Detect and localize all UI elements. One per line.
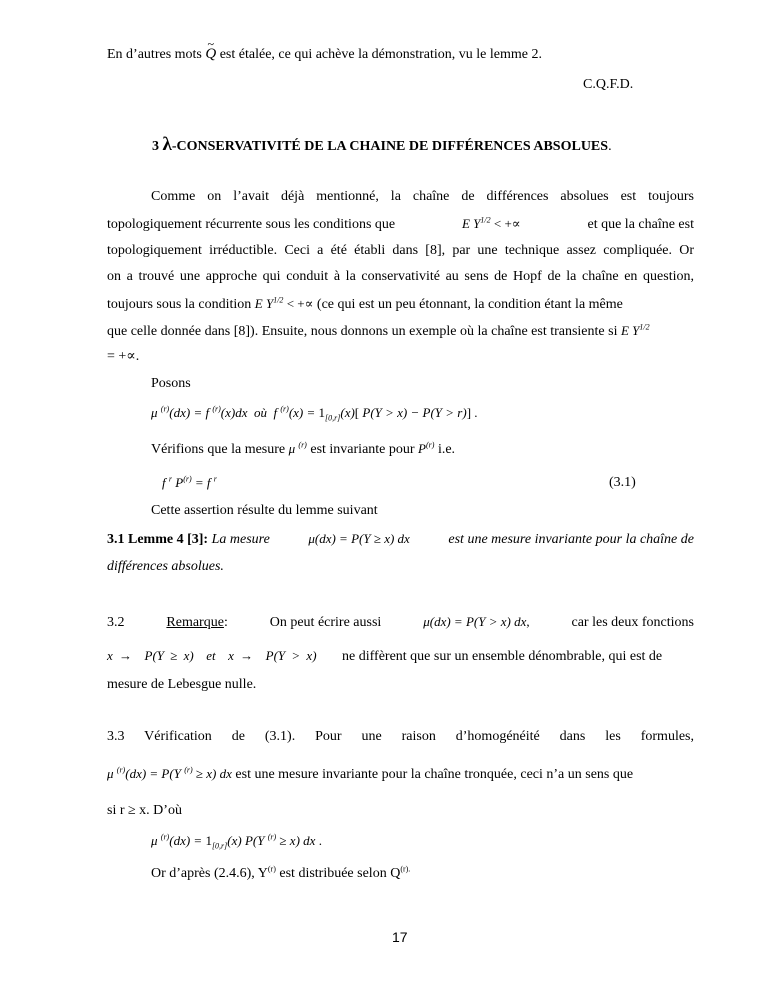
text: que celle donnée dans [8]). Ensuite, nous donnons un exemple où la chaîne est transiente si (107, 324, 621, 339)
mu-r-symbol: μ $^{(r)}$ (288, 440, 307, 456)
text: est une mesure invariante pour la chaîne tronquée, ceci n’a un sens que (231, 767, 634, 782)
paragraph-line (107, 322, 650, 341)
lemma-statement (107, 530, 694, 549)
text: toujours sous la condition (107, 297, 255, 312)
remark-label: Remarque (166, 615, 224, 630)
verification-line (107, 765, 633, 784)
text: et que la chaîne est (587, 217, 694, 232)
functions-formula: x → P(Y ≥ x) et x → P(Y > x) (107, 648, 317, 663)
text: topologiquement récurrente sous les conditions que (107, 217, 396, 232)
text: On peut écrire aussi (269, 615, 382, 630)
condition-formula: E $Y^{1/2}$ (620, 322, 650, 338)
remark-formula: μ(dx) = P(Y > x) dx, (423, 614, 530, 629)
paragraph-line: = +∝. (107, 349, 140, 364)
assertion-text: Cette assertion résulte du lemme suivant (151, 503, 378, 518)
p-r-symbol: $P^{(r)}$ (418, 440, 435, 456)
text: est étalée, ce qui achève la démonstration, vu le lemme 2. (216, 47, 542, 62)
text-line (107, 45, 542, 64)
text: car les deux fonctions (571, 615, 694, 630)
remark-line (107, 647, 662, 666)
truncated-measure-formula: μ $^{(r)}$(dx) = P(Y $^{(r)}$ ≥ x) dx (107, 765, 232, 781)
section-heading (152, 136, 612, 156)
text: Or d’après (2.4.6), Y (151, 866, 268, 881)
page-number: 17 (392, 929, 408, 945)
condition-formula: E $Y^{1/2}$ < +∝ (254, 295, 314, 311)
distribution-line (151, 865, 410, 883)
text: est une mesure invariante pour la chaîne de (448, 532, 694, 547)
equation-number: (3.1) (609, 475, 636, 490)
superscript: (r) (267, 864, 276, 874)
lemma-formula: μ(dx) = P(Y ≥ x) dx (308, 531, 410, 546)
text: Vérifions que la mesure (151, 442, 289, 457)
text: En d’autres mots (107, 47, 206, 62)
text: i.e. (434, 442, 456, 457)
remark-line: 3.2 Remarque: On peut écrire aussi μ(dx) = P(Y > x) dx, car les deux fonctions (107, 614, 694, 630)
paragraph-line (107, 295, 623, 314)
q-tilde-symbol: ~ Q (205, 46, 216, 62)
section-number: 3 (152, 139, 163, 154)
remark-line: mesure de Lebesgue nulle. (107, 677, 257, 692)
paragraph-line (107, 215, 694, 234)
paragraph-line: topologiquement irréductible. Ceci a été établi dans [8], par une technique assez compliquée. Or (107, 243, 694, 258)
lemma-continuation: différences absolues. (107, 559, 224, 574)
equation-3-1: f $^r$ $P^{(r)} = f$ $^r$ (162, 474, 217, 490)
section-title: -CONSERVATIVITÉ DE LA CHAINE DE DIFFÉRENCES ABSOLUES (171, 139, 609, 154)
text: La mesure (208, 532, 270, 547)
text: . (608, 139, 612, 154)
remark-number: 3.2 (107, 615, 125, 630)
verification-heading-line: 3.3 Vérification de (3.1). Pour une raison d’homogénéité dans les formules, (107, 729, 694, 744)
formula-mu-r-truncated: μ $^{(r)}(dx) = 1_{[0,r]}(x)$ P(Y $^{(r)}$ ≥ x) dx . (151, 832, 322, 851)
text: est distribuée selon Q (275, 866, 401, 881)
lambda-symbol: λ (162, 134, 172, 155)
cqfd-mark: C.Q.F.D. (583, 77, 634, 92)
text: est invariante pour (306, 442, 419, 457)
text: ne diffèrent que sur un ensemble dénombrable, qui est de (342, 649, 663, 664)
verification-line: si r ≥ x. D’où (107, 803, 182, 818)
text: (ce qui est un peu étonnant, la condition étant la même (313, 297, 623, 312)
superscript: (r). (400, 864, 411, 874)
condition-formula: E $Y^{1/2}$ < +∝ (461, 215, 521, 231)
verification-line (151, 440, 455, 459)
paragraph-line: Comme on l’avait déjà mentionné, la chaîne de différences absolues est toujours (151, 189, 694, 204)
formula-mu-r-definition: μ $^{(r)}$(dx) = f $^{(r)}$(x)dx où f $^{(r)}(x) = 1_{[0,r]}(x)$[ P(Y > x) − P(Y > r)] . (151, 404, 478, 423)
paragraph-line: on a trouvé une approche qui conduit à la conservativité au sens de Hopf de la chaîne en question, (107, 269, 694, 284)
lemma-label: 3.1 Lemme 4 [3]: (107, 532, 209, 547)
posons-text: Posons (151, 376, 191, 391)
